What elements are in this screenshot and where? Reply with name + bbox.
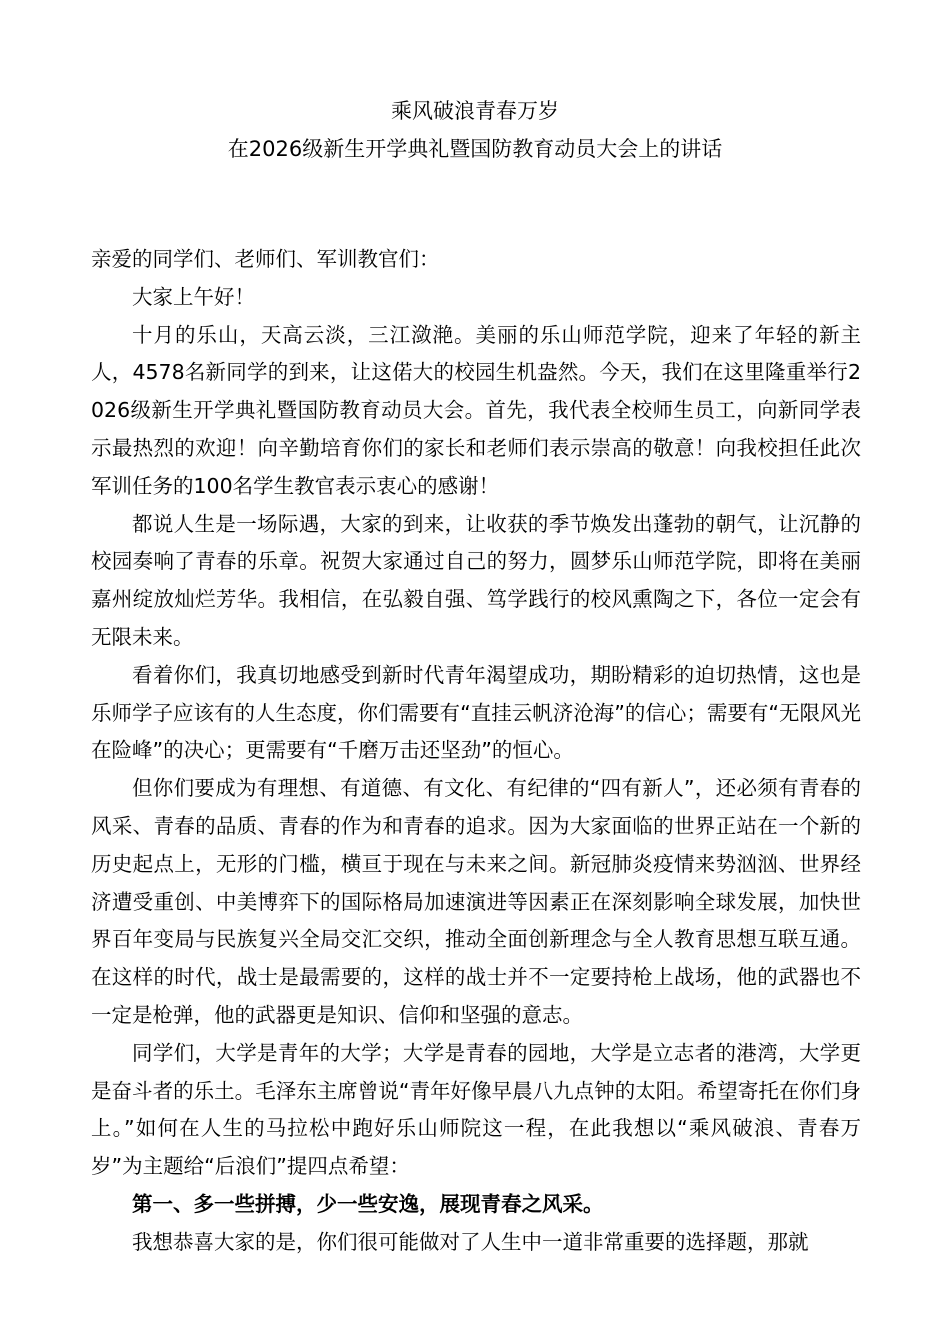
section-heading-first: 第一、多一些拼搏，少一些安逸，展现青春之风采。 xyxy=(132,1191,604,1216)
paragraph-university: 同学们，大学是青年的大学；大学是青春的园地，大学是立志者的港湾，大学更是奋斗者的乐土。毛泽东主席曾说“青年好像早晨八九点钟的太阳。希望寄托在你们身上。”如何在人生的马拉松中跑好乐山师院这一程，在此我想以“乘风破浪、青春万岁”为主题给“后浪们”提四点希望： xyxy=(91,1040,861,1179)
paragraph-attitude: 看着你们，我真切地感受到新时代青年渴望成功，期盼精彩的迫切热情，这也是乐师学子应该有的人生态度，你们需要有“直挂云帆济沧海”的信心；需要有“无限风光在险峰”的决心；更需要有“千磨万击还坚劲”的恒心。 xyxy=(91,662,861,763)
title-block xyxy=(0,92,950,168)
speech-body xyxy=(91,241,861,1262)
paragraph-greeting: 大家上午好！ xyxy=(132,284,255,309)
paragraph-closing: 我想恭喜大家的是，你们很可能做对了人生中一道非常重要的选择题，那就 xyxy=(132,1229,809,1254)
paragraph-welcome: 十月的乐山，天高云淡，三江潋滟。美丽的乐山师范学院，迎来了年轻的新主人，4578名新同学的到来，让这偌大的校园生机盎然。今天，我们在这里隆重举行2026级新生开学典礼暨国防教育动员大会。首先，我代表全校师生员工，向新同学表示最热烈的欢迎！向辛勤培育你们的家长和老师们表示崇高的敬意！向我校担任此次军训任务的100名学生教官表示衷心的感谢！ xyxy=(91,322,861,498)
document-title: 乘风破浪青春万岁 xyxy=(391,99,559,123)
document-subtitle: 在2026级新生开学典礼暨国防教育动员大会上的讲话 xyxy=(227,137,723,161)
paragraph-encounter: 都说人生是一场际遇，大家的到来，让收获的季节焕发出蓬勃的朝气，让沉静的校园奏响了青春的乐章。祝贺大家通过自己的努力，圆梦乐山师范学院，即将在美丽嘉州绽放灿烂芳华。我相信，在弘毅自强、笃学践行的校风熏陶之下，各位一定会有无限未来。 xyxy=(91,511,861,649)
paragraph-era: 但你们要成为有理想、有道德、有文化、有纪律的“四有新人”，还必须有青春的风采、青春的品质、青春的作为和青春的追求。因为大家面临的世界正站在一个新的历史起点上，无形的门槛，横亘于现在与未来之间。新冠肺炎疫情来势汹汹、世界经济遭受重创、中美博弈下的国际格局加速演进等因素正在深刻影响全球发展，加快世界百年变局与民族复兴全局交汇交织，推动全面创新理念与全人教育思想互联互通。在这样的时代，战士是最需要的，这样的战士并不一定要持枪上战场，他的武器也不一定是枪弹，他的武器更是知识、信仰和坚强的意志。 xyxy=(91,776,861,1027)
salutation: 亲爱的同学们、老师们、军训教官们： xyxy=(91,247,440,271)
